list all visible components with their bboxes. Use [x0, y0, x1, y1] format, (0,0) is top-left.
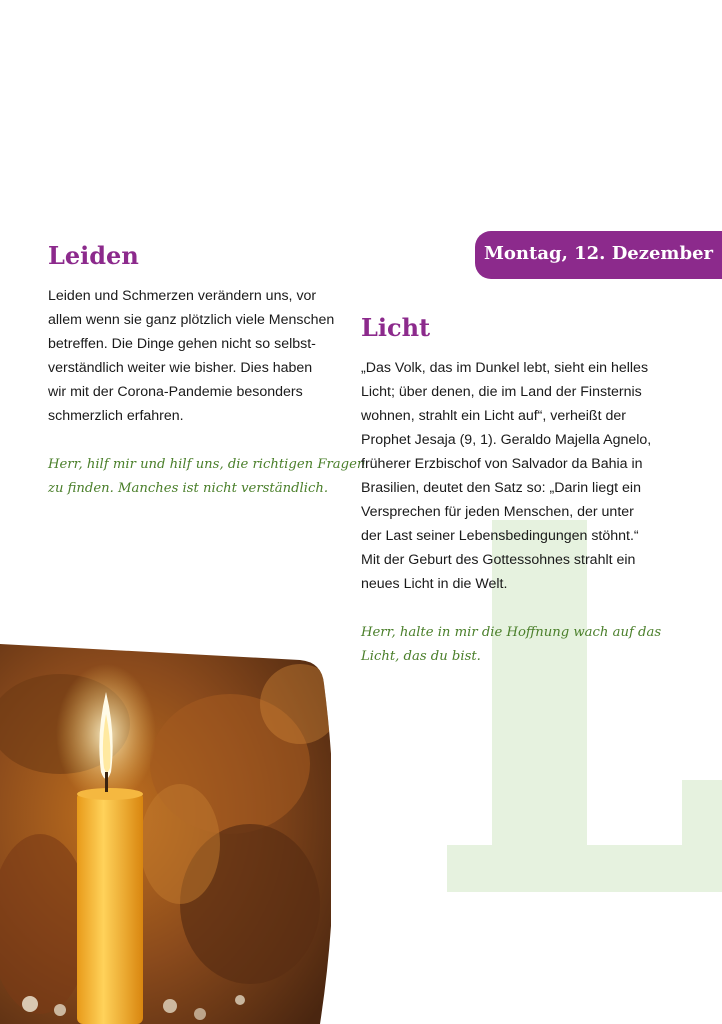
heading-leiden: Leiden [48, 241, 139, 270]
prayer-line: Licht, das du bist. [361, 649, 481, 664]
date-tab: Montag, 12. Dezember [475, 231, 722, 279]
text-line: Versprechen für jeden Menschen, der unter [361, 504, 634, 520]
leiden-paragraph [48, 284, 340, 428]
text-line: „Das Volk, das im Dunkel lebt, sieht ein helles [361, 360, 649, 376]
text-line: neues Licht in die Welt. [361, 576, 508, 592]
text-line: schmerzlich erfahren. [48, 408, 184, 424]
text-line: der Last seiner Lebensbedingungen stöhnt.“ [361, 528, 639, 544]
prayer-line: Herr, halte in mir die Hoffnung wach auf das [361, 625, 662, 640]
text-line: Licht; über denen, die im Land der Finsternis [361, 384, 642, 400]
text-line: allem wenn sie ganz plötzlich viele Menschen [48, 312, 335, 328]
text-line: Prophet Jesaja (9, 1). Geraldo Majella Agnelo, [361, 432, 652, 448]
prayer-line: Herr, hilf mir und hilf uns, die richtigen Fragen [48, 457, 366, 472]
candle-photo [0, 644, 331, 1024]
licht-paragraph [361, 356, 661, 596]
text-line: früherer Erzbischof von Salvador da Bahia in [361, 456, 643, 472]
leiden-prayer [48, 453, 366, 501]
text-line: Brasilien, deutet den Satz so: „Darin liegt ein [361, 480, 641, 496]
text-line: Leiden und Schmerzen verändern uns, vor [48, 288, 317, 304]
text-line: wohnen, strahlt ein Licht auf“, verheißt der [361, 408, 626, 424]
text-line: Mit der Geburt des Gottessohnes strahlt ein [361, 552, 636, 568]
licht-prayer [361, 621, 661, 669]
text-line: betreffen. Die Dinge gehen nicht so selbst- [48, 336, 316, 352]
heading-licht: Licht [361, 313, 431, 342]
prayer-line: zu finden. Manches ist nicht verständlich. [48, 481, 329, 496]
text-line: wir mit der Corona-Pandemie besonders [48, 384, 303, 400]
text-line: verständlich weiter wie bisher. Dies haben [48, 360, 313, 376]
